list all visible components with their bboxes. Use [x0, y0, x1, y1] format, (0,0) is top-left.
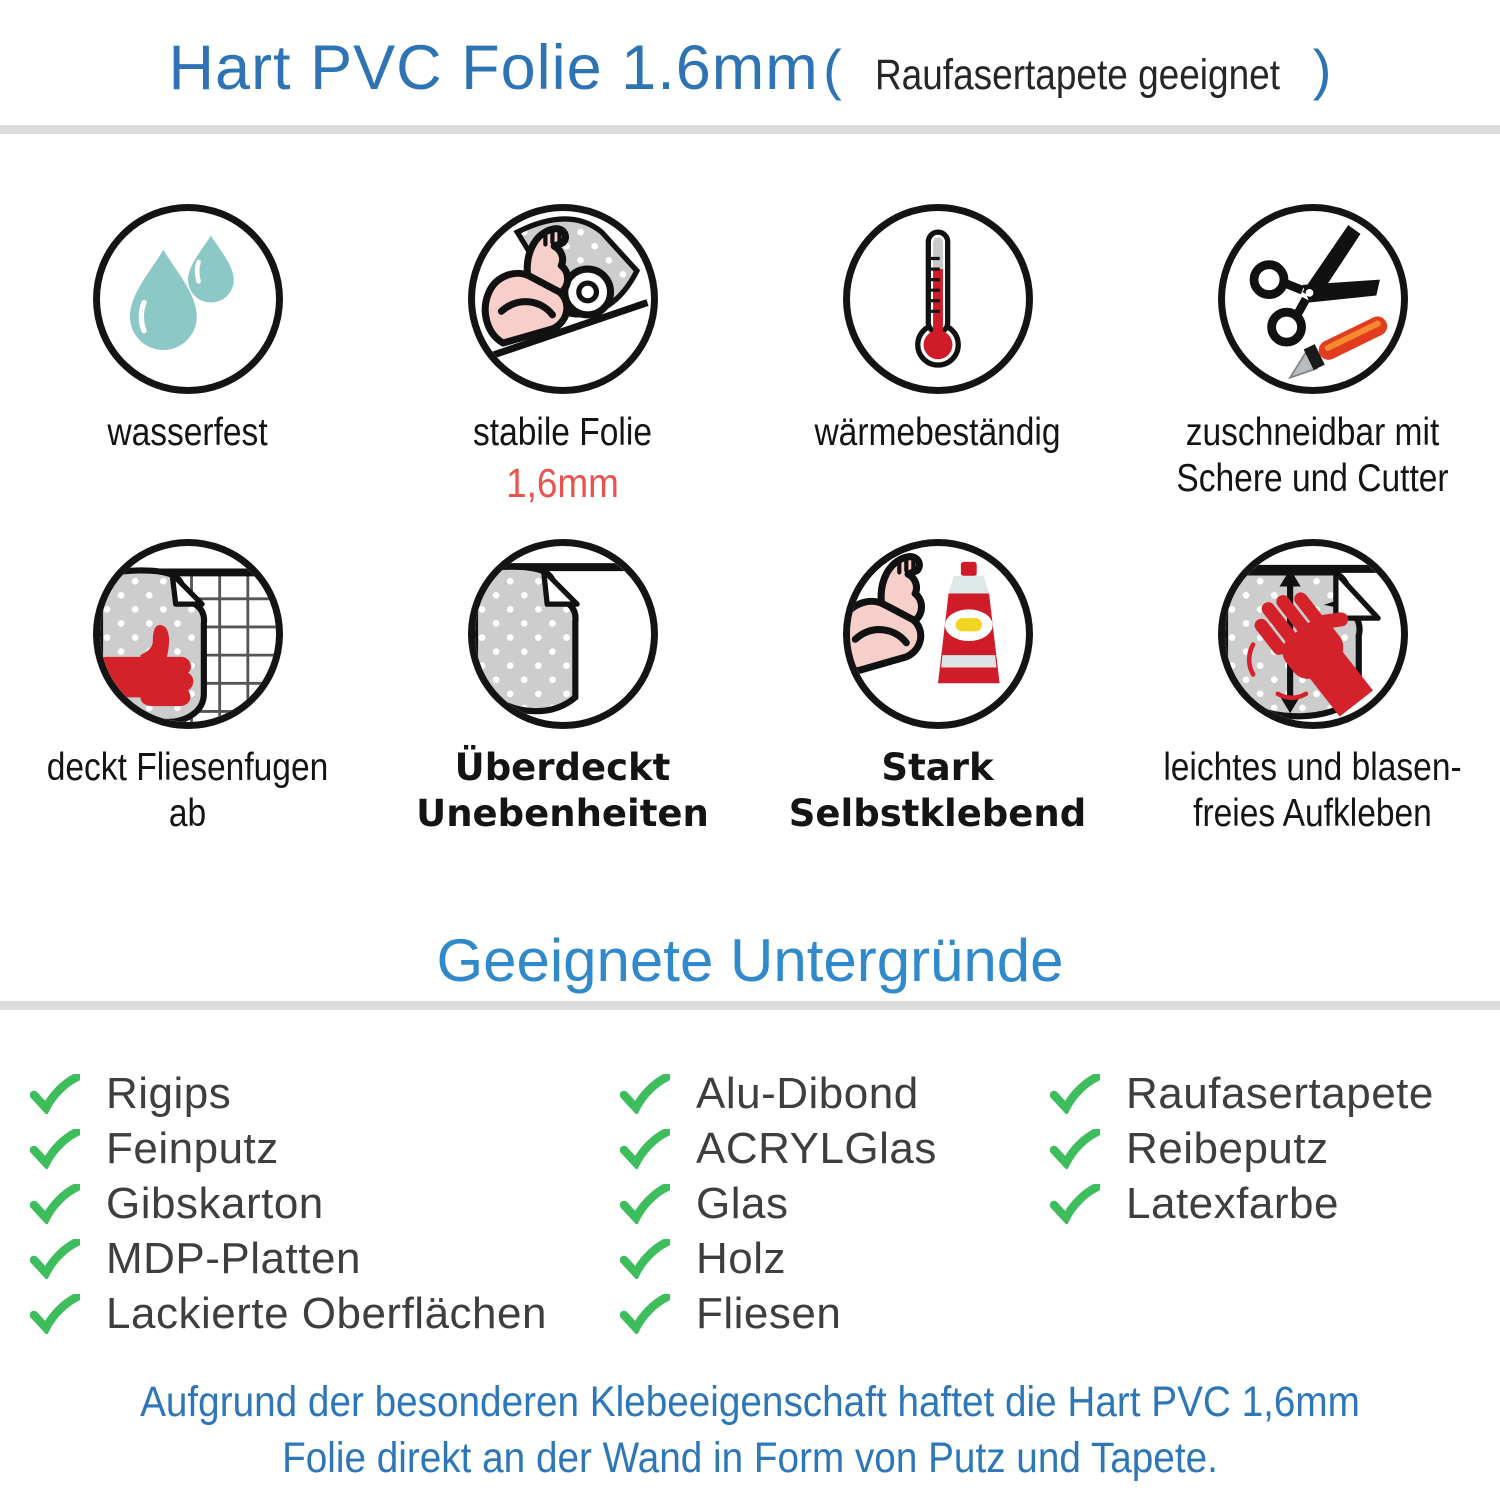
flexed-arm-foil-icon [475, 211, 651, 387]
list-item: Fliesen [620, 1286, 1050, 1341]
list-item: Alu-Dibond [620, 1066, 1050, 1121]
feature-label: Überdeckt Unebenheiten [416, 746, 709, 836]
feature-wasserfest [0, 204, 375, 539]
feature-zuschneidbar [1125, 204, 1500, 539]
check-icon [620, 1239, 670, 1279]
hand-smoothing-icon [1225, 546, 1401, 722]
feature-circle [1218, 539, 1408, 729]
foil-fold-icon [475, 546, 651, 722]
feature-circle [1218, 204, 1408, 394]
check-icon [620, 1184, 670, 1224]
scissors-cutter-icon [1225, 211, 1401, 387]
list-item: MDP-Platten [30, 1231, 620, 1286]
footer-line: Folie direkt an der Wand in Form von Putz und Tapete. [282, 1433, 1218, 1482]
list-item: Feinputz [30, 1121, 620, 1176]
list-item: Rigips [30, 1066, 620, 1121]
page-header [0, 0, 1500, 104]
title-paren-close: ) [1312, 38, 1332, 101]
thumbs-up-tiles-icon [100, 546, 276, 722]
water-drops-icon [100, 211, 276, 387]
feature-circle [843, 204, 1033, 394]
check-icon [620, 1074, 670, 1114]
title-paren-open: ( [823, 38, 842, 101]
feature-label: wasserfest [107, 411, 268, 454]
feature-fliesenfugen [0, 539, 375, 874]
check-icon [30, 1074, 80, 1114]
feature-label: stabile Folie [473, 411, 652, 454]
check-icon [30, 1239, 80, 1279]
substrates-list [0, 1066, 1500, 1341]
feature-selbstklebend [750, 539, 1125, 874]
feature-circle [468, 539, 658, 729]
substrates-heading: Geeignete Untergründe [436, 927, 1064, 994]
thermometer-icon [850, 211, 1026, 387]
feature-unebenheiten [375, 539, 750, 874]
feature-circle [843, 539, 1033, 729]
feature-stabile-folie [375, 204, 750, 539]
check-icon [1050, 1184, 1100, 1224]
feature-waermebestaendig [750, 204, 1125, 539]
footer-note [0, 1375, 1500, 1487]
title-note: Raufasertapete geeignet [874, 51, 1280, 99]
page-title: Hart PVC Folie 1.6mm [168, 33, 819, 103]
footer-line: Aufgrund der besonderen Klebeeigenschaft haftet die Hart PVC 1,6mm [140, 1378, 1360, 1426]
list-item: Raufasertapete [1050, 1066, 1500, 1121]
feature-aufkleben [1125, 539, 1500, 874]
check-icon [620, 1294, 670, 1334]
substrates-column-1 [30, 1066, 620, 1341]
list-item: Glas [620, 1176, 1050, 1231]
list-item: Lackierte Oberflächen [30, 1286, 620, 1341]
feature-label: deckt Fliesenfugen ab [46, 746, 329, 836]
check-icon [30, 1294, 80, 1334]
list-item: ACRYLGlas [620, 1121, 1050, 1176]
feature-label: zuschneidbar mit Schere und Cutter [1176, 411, 1449, 501]
check-icon [620, 1129, 670, 1169]
list-item: Latexfarbe [1050, 1176, 1500, 1231]
flexed-arm-glue-icon [850, 546, 1026, 722]
feature-label: Stark Selbstklebend [788, 746, 1087, 836]
feature-circle [93, 204, 283, 394]
list-item: Reibeputz [1050, 1121, 1500, 1176]
substrates-column-2 [620, 1066, 1050, 1341]
feature-grid [0, 204, 1500, 874]
divider-middle [0, 1001, 1500, 1010]
list-item: Gibskarton [30, 1176, 620, 1231]
feature-label: leichtes und blasen- freies Aufkleben [1163, 746, 1462, 836]
list-item: Holz [620, 1231, 1050, 1286]
check-icon [30, 1129, 80, 1169]
feature-label: wärmebeständig [814, 411, 1061, 454]
substrates-column-3 [1050, 1066, 1500, 1341]
check-icon [30, 1184, 80, 1224]
check-icon [1050, 1074, 1100, 1114]
check-icon [1050, 1129, 1100, 1169]
divider-top [0, 125, 1500, 134]
feature-circle [468, 204, 658, 394]
feature-sublabel: 1,6mm [506, 460, 619, 507]
feature-circle [93, 539, 283, 729]
